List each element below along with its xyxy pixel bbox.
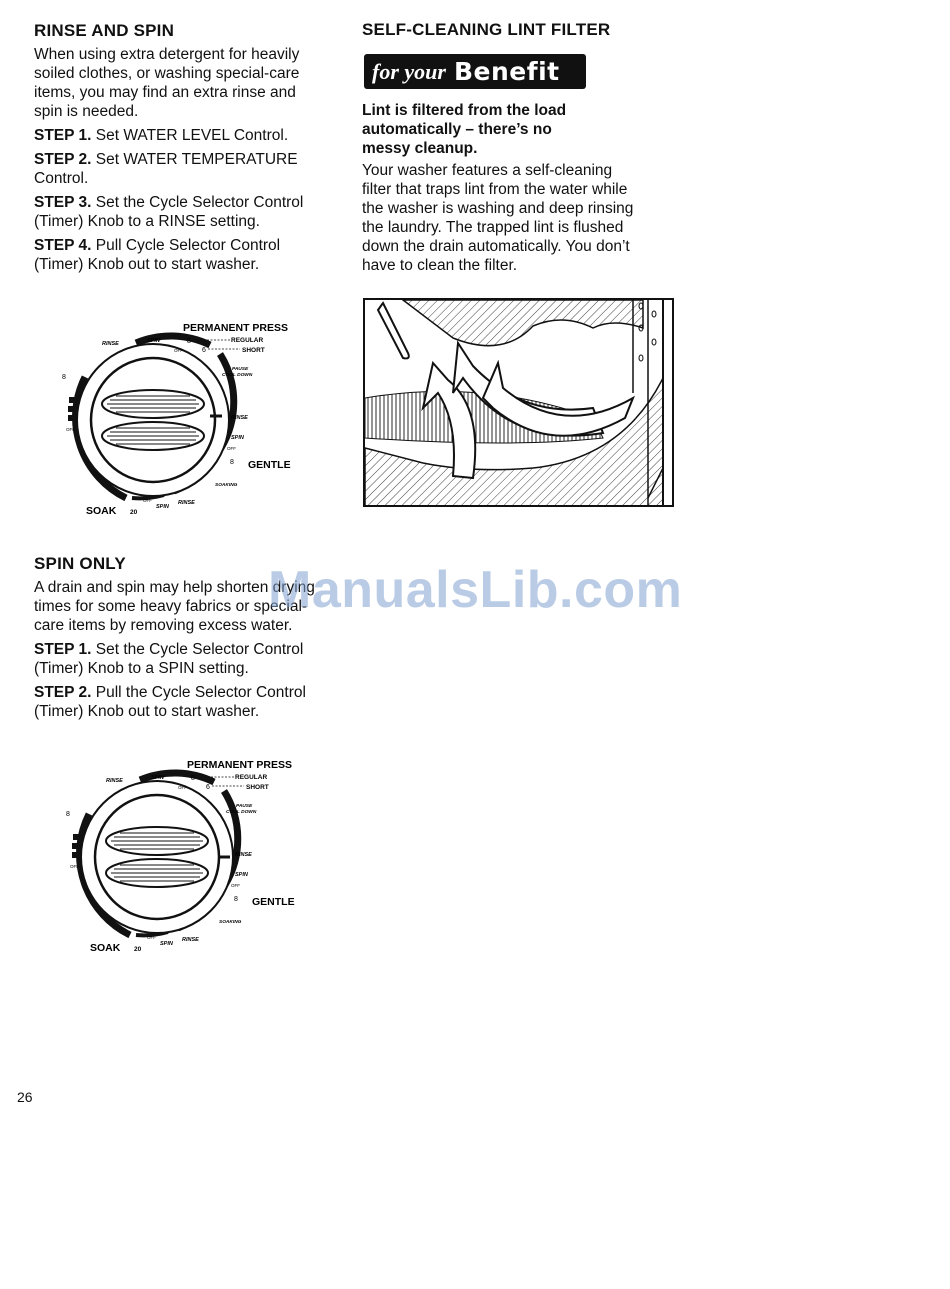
off-label: OFF	[66, 427, 75, 432]
off-label: OFF	[70, 864, 79, 869]
intro-line: soiled clothes, or washing special-care	[34, 65, 300, 82]
six-label: 6	[202, 347, 206, 354]
short-label: SHORT	[242, 347, 265, 354]
eight-label: 8	[187, 338, 191, 345]
body-line: filter that traps lint from the water while	[362, 181, 628, 198]
step-text: Set the Cycle Selector Control	[95, 194, 304, 211]
badge-benefit: Benefit	[453, 57, 560, 86]
body-line: the washer is washing and deep rinsing	[362, 200, 634, 217]
rinse-label-top: RINSE	[106, 778, 123, 784]
gentle-label: GENTLE	[248, 459, 291, 471]
badge-for-your: for your	[372, 58, 446, 84]
step-text: Set the Cycle Selector Control	[95, 641, 304, 658]
step-label: STEP 2.	[34, 684, 92, 701]
rinse-label-right: RINSE	[231, 415, 248, 421]
off-label: OFF	[231, 883, 240, 888]
eight-label: 8	[191, 775, 195, 782]
lead-line: messy cleanup.	[362, 140, 478, 157]
spin-label-right: SPIN	[231, 435, 244, 441]
eight-label: 8	[62, 374, 66, 381]
intro-line: spin is needed.	[34, 103, 139, 120]
off-label: OFF	[174, 348, 183, 353]
step-label: STEP 3.	[34, 194, 92, 211]
eight-label: 8	[234, 896, 238, 903]
regular-label: REGULAR	[235, 774, 268, 781]
spin-label-top: SPIN	[151, 775, 164, 781]
pause-label: PAUSE	[232, 367, 249, 372]
body-line: down the drain automatically. You don’t	[362, 238, 630, 255]
spin-label-top: SPIN	[147, 338, 160, 344]
cool-down-label: COOL DOWN	[226, 810, 257, 815]
soak-label: SOAK	[90, 942, 121, 954]
dial-knob[interactable]	[91, 358, 215, 482]
rinse-spin-step-3	[34, 193, 334, 231]
permanent-press-label: PERMANENT PRESS	[183, 322, 289, 334]
rinse-spin-step-1	[34, 126, 334, 145]
intro-line: When using extra detergent for heavily	[34, 46, 300, 63]
spin-label-right: SPIN	[235, 872, 248, 878]
rinse-label-top: RINSE	[102, 341, 119, 347]
step-text: (Timer) Knob to a SPIN setting.	[34, 660, 249, 677]
watermark: ManualsLib.com	[268, 561, 683, 619]
step-text: (Timer) Knob to a RINSE setting.	[34, 213, 260, 230]
step-text: (Timer) Knob out to start washer.	[34, 256, 260, 273]
step-text: Pull the Cycle Selector Control	[95, 684, 306, 701]
rinse-label-bottom: RINSE	[182, 937, 199, 943]
for-your-benefit-badge	[364, 54, 586, 89]
off-label: OFF	[227, 446, 236, 451]
step-text: Set WATER TEMPERATURE	[95, 151, 298, 168]
body-line: Your washer features a self-cleaning	[362, 162, 613, 179]
cycle-dial-diagram-spin	[54, 752, 324, 962]
step-text: Set WATER LEVEL Control.	[95, 127, 289, 144]
body-line: the laundry. The trapped lint is flushed	[362, 219, 624, 236]
step-label: STEP 4.	[34, 237, 92, 254]
step-text: Control.	[34, 170, 89, 187]
off-label: OFF	[147, 935, 156, 940]
dial-knob[interactable]	[95, 795, 219, 919]
short-label: SHORT	[246, 784, 269, 791]
step-label: STEP 2.	[34, 151, 92, 168]
step-text: (Timer) Knob out to start washer.	[34, 703, 260, 720]
intro-line: care items by removing excess water.	[34, 617, 293, 634]
rinse-label-right: RINSE	[235, 852, 252, 858]
step-label: STEP 1.	[34, 641, 92, 658]
lead-line: Lint is filtered from the load	[362, 102, 567, 119]
permanent-press-label: PERMANENT PRESS	[187, 759, 293, 771]
spin-only-step-1	[34, 640, 334, 678]
off-label: OFF	[178, 785, 187, 790]
lint-filter-lead	[362, 101, 662, 158]
soak-minutes: 20	[134, 946, 142, 953]
gentle-label: GENTLE	[252, 896, 295, 908]
eight-label: 8	[66, 811, 70, 818]
rinse-spin-step-2	[34, 150, 334, 188]
rinse-spin-heading: RINSE AND SPIN	[34, 21, 175, 40]
lead-line: automatically – there’s no	[362, 121, 552, 138]
regular-label: REGULAR	[231, 337, 264, 344]
lint-filter-heading: SELF-CLEANING LINT FILTER	[362, 20, 611, 39]
spin-only-heading: SPIN ONLY	[34, 554, 126, 573]
rinse-spin-step-4	[34, 236, 334, 274]
intro-line: times for some heavy fabrics or special-	[34, 598, 308, 615]
off-label: OFF	[143, 498, 152, 503]
soaking-label: SOAKING	[219, 920, 242, 925]
step-label: STEP 1.	[34, 127, 92, 144]
soak-minutes: 20	[130, 509, 138, 516]
cool-down-label: COOL DOWN	[222, 373, 253, 378]
intro-line: A drain and spin may help shorten drying	[34, 579, 315, 596]
lint-filter-illustration	[363, 298, 674, 507]
soaking-label: SOAKING	[215, 483, 238, 488]
six-label: 6	[206, 784, 210, 791]
eight-label: 8	[230, 459, 234, 466]
body-line: have to clean the filter.	[362, 257, 518, 274]
rinse-label-bottom: RINSE	[178, 500, 195, 506]
step-text: Pull Cycle Selector Control	[95, 237, 281, 254]
pause-label: PAUSE	[236, 804, 253, 809]
soak-label: SOAK	[86, 505, 117, 517]
page-number: 26	[17, 1089, 33, 1105]
cycle-dial-diagram-rinse	[50, 315, 320, 525]
spin-label-bottom: SPIN	[156, 504, 169, 510]
rinse-spin-intro	[34, 45, 334, 121]
intro-line: items, you may find an extra rinse and	[34, 84, 296, 101]
spin-label-bottom: SPIN	[160, 941, 173, 947]
lint-filter-body	[362, 161, 662, 275]
spin-only-step-2	[34, 683, 334, 721]
